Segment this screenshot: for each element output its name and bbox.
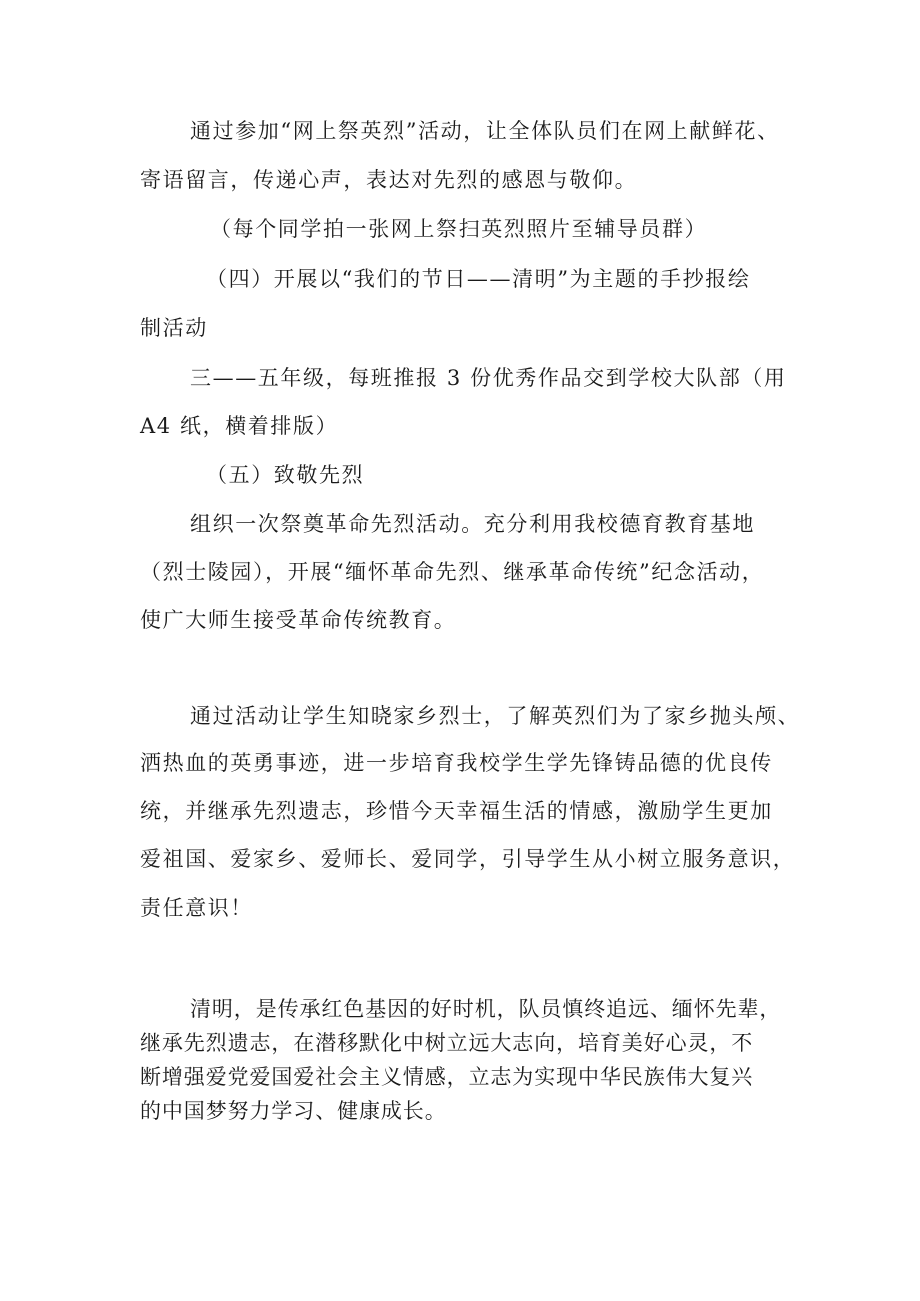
paragraph-line: 断增强爱党爱国爱社会主义情感，立志为实现中华民族伟大复兴 — [140, 1065, 754, 1089]
paragraph-line: 爱祖国、爱家乡、爱师长、爱同学，引导学生从小树立服务意识， — [140, 847, 796, 871]
paragraph-line: （烈士陵园），开展“缅怀革命先烈、继承革命传统”纪念活动， — [140, 560, 765, 584]
paragraph-line: 三——五年级，每班推报 3 份优秀作品交到学校大队部（用 — [190, 366, 787, 390]
paragraph-line: 责任意识！ — [140, 896, 253, 920]
paragraph-line: 通过参加“网上祭英烈”活动，让全体队员们在网上献鲜花、 — [190, 119, 780, 143]
note-line: （每个同学拍一张网上祭扫英烈照片至辅导员群） — [210, 217, 708, 241]
paragraph-line: 组织一次祭奠革命先烈活动。充分利用我校德育教育基地 — [190, 512, 755, 536]
paragraph-line: 清明，是传承红色基因的好时机，队员慎终追远、缅怀先辈， — [190, 997, 782, 1021]
paragraph-line: A4 纸，横着排版） — [140, 414, 339, 438]
paragraph-line: 寄语留言，传递心声，表达对先烈的感恩与敬仰。 — [140, 168, 638, 192]
paragraph-line: 继承先烈遗志，在潜移默化中树立远大志向，培育美好心灵，不 — [140, 1031, 754, 1055]
paragraph-line: 统，并继承先烈遗志，珍惜今天幸福生活的情感，激励学生更加 — [140, 799, 773, 823]
paragraph-line: 洒热血的英勇事迹，进一步培育我校学生学先锋铸品德的优良传 — [140, 751, 773, 775]
paragraph-line: 通过活动让学生知晓家乡烈士，了解英烈们为了家乡抛头颅、 — [190, 704, 801, 728]
paragraph-line: 制活动 — [140, 316, 208, 340]
section-heading-four: （四）开展以“我们的节日——清明”为主题的手抄报绘 — [206, 267, 751, 291]
section-heading-five: （五）致敬先烈 — [206, 463, 365, 487]
paragraph-line: 的中国梦努力学习、健康成长。 — [140, 1099, 447, 1123]
paragraph-line: 使广大师生接受革命传统教育。 — [140, 608, 457, 632]
